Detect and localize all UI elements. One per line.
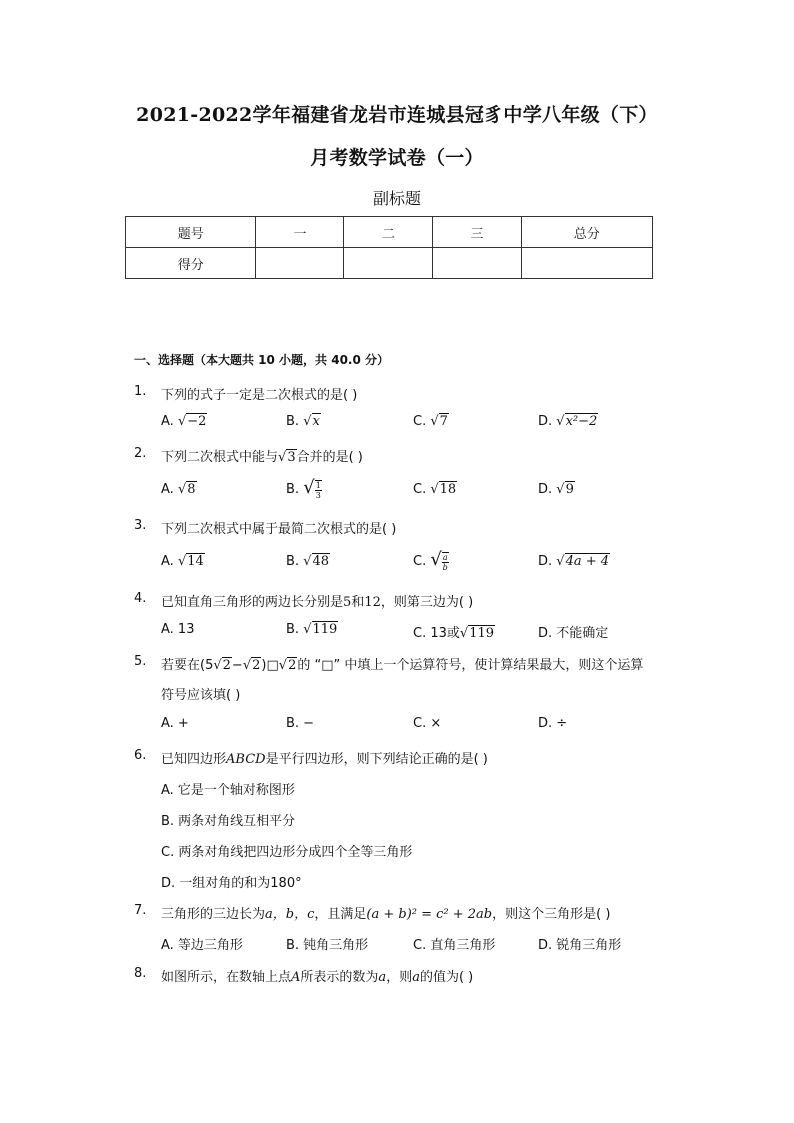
question-number: 4. [134,591,147,606]
score-input-part1[interactable] [256,248,344,279]
score-input-total[interactable] [521,248,653,279]
q4-option-d[interactable]: D. 不能确定 [538,626,609,641]
q7-option-c[interactable]: C. 直角三角形 [413,938,496,953]
question-number: 6. [134,748,147,763]
q5-option-d[interactable]: D. ÷ [538,716,568,731]
q4-option-a[interactable]: A. 13 [161,622,195,637]
q6-option-b[interactable]: B. 两条对角线互相平分 [161,814,296,829]
q5-option-b[interactable]: B. − [286,716,315,731]
question-number: 8. [134,966,147,981]
q5-option-c[interactable]: C. × [413,716,442,731]
score-cell-part1: 一 [256,217,344,248]
section-title: 一、选择题（本大题共 10 小题，共 40.0 分） [134,353,390,367]
question-stem: 如图所示，在数轴上点A所表示的数为a，则a的值为( ) [161,970,474,985]
question-stem: 下列二次根式中属于最简二次根式的是( ) [161,522,397,537]
q6-option-a[interactable]: A. 它是一个轴对称图形 [161,783,295,798]
question-number: 3. [134,518,147,533]
score-table-score-row [126,248,653,279]
question-number: 7. [134,903,147,918]
q2-option-c[interactable]: C. √18 [413,482,457,497]
q7-option-a[interactable]: A. 等边三角形 [161,938,243,953]
question-stem: 已知四边形ABCD是平行四边形，则下列结论正确的是( ) [161,752,488,767]
q5-option-a[interactable]: A. + [161,716,189,731]
q6-option-c[interactable]: C. 两条对角线把四边形分成四个全等三角形 [161,845,413,860]
score-input-part2[interactable] [344,248,433,279]
q7-option-b[interactable]: B. 钝角三角形 [286,938,369,953]
exam-title-line2: 月考数学试卷（一） [310,147,484,169]
q2-option-b[interactable]: B. √ $\frac{1}{3}$ [286,477,321,500]
q6-option-d[interactable]: D. 一组对角的和为180° [161,876,302,891]
q3-option-d[interactable]: D. √4a + 4 [538,554,610,569]
q1-option-a[interactable]: A. √−2 [161,414,207,429]
q2-option-d[interactable]: D. √9 [538,482,574,497]
question-stem: 若要在(5√2−√2)□√2的 “□” 中填上一个运算符号，使计算结果最大，则这个运算 [161,658,644,673]
q4-option-b[interactable]: B. √119 [286,622,338,637]
q1-option-d[interactable]: D. √x²−2 [538,414,598,429]
score-input-part3[interactable] [433,248,521,279]
q3-option-b[interactable]: B. √48 [286,554,330,569]
score-cell-total: 总分 [521,217,653,248]
score-cell-label: 题号 [126,217,256,248]
exam-title-line1: 2021-2022学年福建省龙岩市连城县冠豸中学八年级（下） [136,104,658,126]
q2-option-a[interactable]: A. √8 [161,482,196,497]
score-table-header-row [126,217,653,248]
q1-option-c[interactable]: C. √7 [413,414,448,429]
question-number: 1. [134,384,147,399]
q7-option-d[interactable]: D. 锐角三角形 [538,938,622,953]
question-number: 5. [134,654,147,669]
question-stem: 三角形的三边长为a，b，c，且满足(a + b)² = c² + 2ab，则这个三角形是( ) [161,907,611,922]
question-stem: 已知直角三角形的两边长分别是5和12，则第三边为( ) [161,595,474,610]
question-stem: 下列二次根式中能与√3合并的是( ) [161,450,363,465]
q1-option-b[interactable]: B. √x [286,414,320,429]
score-cell-part3: 三 [433,217,521,248]
question-stem: 下列的式子一定是二次根式的是( ) [161,388,358,403]
exam-subtitle: 副标题 [372,189,421,208]
q3-option-c[interactable]: C. √ $\frac{a}{b}$ [413,549,448,572]
q4-option-c[interactable]: C. 13或√119 [413,626,495,641]
score-table [125,216,653,279]
q3-option-a[interactable]: A. √14 [161,554,204,569]
exam-page: 2021-2022学年福建省龙岩市连城县冠豸中学八年级（下） 月考数学试卷（一） 副标题 题号 一 二 三 总分 得分 一、选择题（本大题共 10 小题，共 40.0 分） 1. 下列的式子一定是二次根式的是( ) A. √−2 B. √x C. √7 D. √x²−2 2. 下列二次根式中能与√3合并的是( ) A. √8 B. √ $\frac{1}{3}$ C. √18 D. √9 3. 下列二次根式中属于最简二次根式的是( ) A. √14 B. √48 C. √ $\frac{a}{b}$ D. √4a + 4 4. 已知直角三角形的两边长分别是5和12，则第三边为( ) A. 13 B. √119 C. 13或√119 D. 不能确定 5. 若要在(5√2−√2)□√2的 “□” 中填上一个运算符号，使计算结果最大，则这个运算 符号应该填( ) A. + B. − C. × D. ÷ 6. 已知四边形ABCD是平行四边形，则下列结论正确的是( ) A. 它是一个轴对称图形 B. 两条对角线互相平分 C. 两条对角线把四边形分成四个全等三角形 D. 一组对角的和为180° 7. 三角形的三边长为a，b，c，且满足(a + b)² = c² + 2ab，则这个三角形是( ) A. 等边三角形 B. 钝角三角形 C. 直角三角形 D. 锐角三角形 8. 如图所示，在数轴上点A所表示的数为a，则a的值为( ) [0,0,794,1123]
score-cell-part2: 二 [344,217,433,248]
question-number: 2. [134,446,147,461]
score-row-label: 得分 [126,248,256,279]
